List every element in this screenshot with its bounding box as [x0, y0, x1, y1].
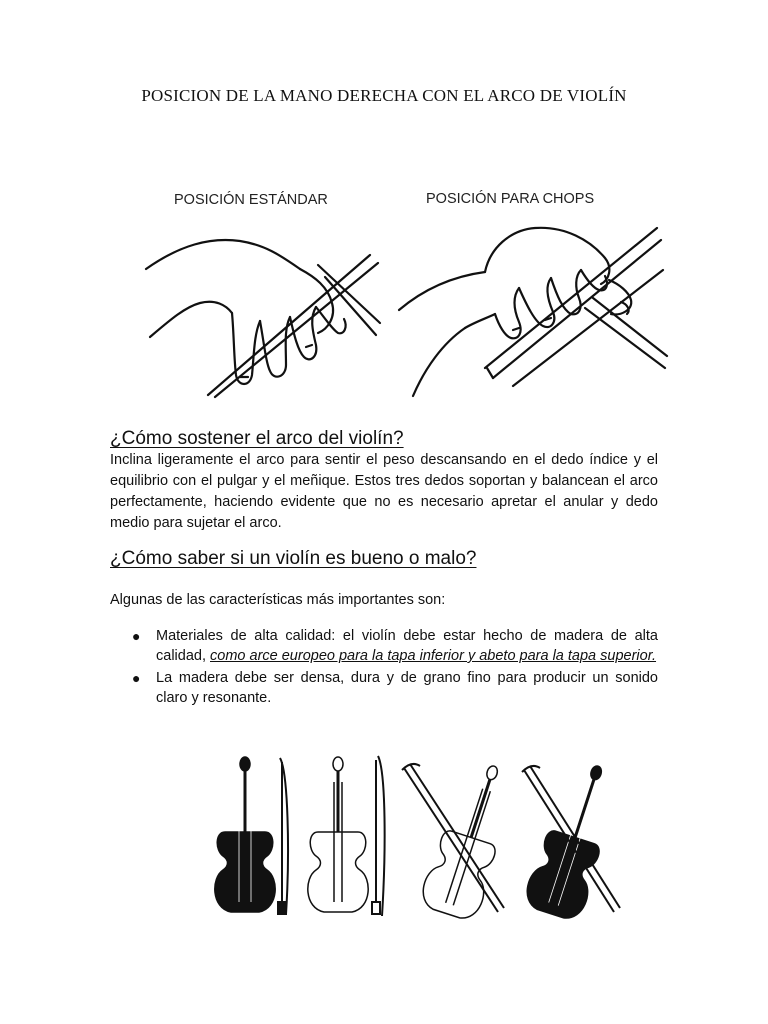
bullet-icon: ● [132, 628, 141, 644]
bullet-icon: ● [132, 670, 141, 686]
violin-white-icon [308, 757, 368, 912]
violin-white-crossed-icon [418, 757, 523, 923]
characteristics-list [130, 626, 658, 710]
list-item-text: Materiales de alta calidad: el violín debe estar hecho de madera de alta calidad, [156, 628, 658, 664]
section-heading-violin-quality: ¿Cómo saber si un violín es bueno o malo? [110, 548, 477, 569]
violin-illustrations [210, 752, 630, 927]
list-item-text: La madera debe ser densa, dura y de grano fino para producir un sonido claro y resonante. [156, 670, 658, 706]
list-item [130, 668, 658, 708]
section-intro: Algunas de las características más importantes son: [110, 592, 446, 608]
section-heading-hold-bow: ¿Cómo sostener el arco del violín? [110, 428, 404, 449]
violin-black-crossed-icon [522, 757, 627, 923]
page-title: POSICION DE LA MANO DERECHA CON EL ARCO DE VIOLÍN [141, 86, 627, 105]
section-body-hold-bow: Inclina ligeramente el arco para sentir el peso descansando en el dedo índice y el equilibrio con el pulgar y el meñique. Estos tres dedos soportan y balancean el arco perfectamente, haciendo evidente que no es necesario apretar el anular y dedo medio para sujetar el arco. [110, 452, 658, 531]
hand-holding-bow-icon [140, 225, 385, 400]
list-item-emphasis: como arce europeo para la tapa inferior y abeto para la tapa superior. [210, 648, 657, 664]
bow-vertical-icon [372, 756, 385, 916]
standard-position-label: POSICIÓN ESTÁNDAR [174, 192, 328, 208]
hand-chops-grip-icon [395, 218, 670, 398]
bow-vertical-icon [278, 758, 288, 914]
list-item [130, 626, 658, 666]
violin-black-icon [215, 757, 275, 912]
chops-position-label: POSICIÓN PARA CHOPS [426, 191, 595, 207]
